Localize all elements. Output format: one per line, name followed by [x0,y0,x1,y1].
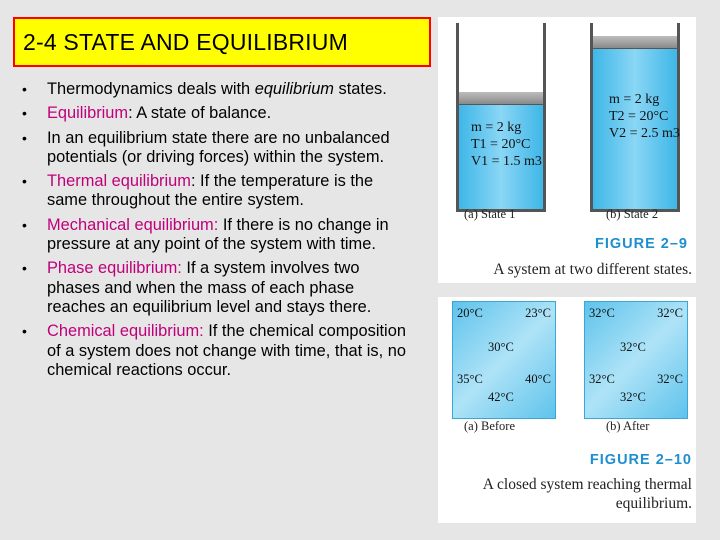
bullet-term: Equilibrium [47,104,129,123]
bullet-item [22,216,414,255]
state1-volume: V1 = 1.5 m3 [471,154,542,169]
bullet-text: If a system involves two phases and when the mass of each phase reaches an equilibrium level and stays there. [47,259,372,316]
state1-caption: (a) State 1 [464,207,516,221]
figure-2-10-caption-line: equilibrium. [615,495,692,512]
bullet-item [22,259,414,317]
block-after [584,301,688,419]
temp-after: 32°C [657,306,683,320]
slide-title: 2-4 STATE AND EQUILIBRIUM [23,28,348,55]
piston-state1 [459,92,543,105]
temp-before: 30°C [488,340,514,354]
before-caption: (a) Before [464,419,516,433]
state2-mass: m = 2 kg [609,92,660,107]
bullet-term: Chemical equilibrium: [47,322,204,341]
bullet-list [22,80,414,385]
state2-values [609,91,680,142]
figure-2-10-caption [483,475,692,513]
state1-mass: m = 2 kg [471,120,522,135]
bullet-text: If the chemical composition of a system does not change with time, that is, no chemical reactions occur. [47,322,406,379]
bullet-term: Thermal equilibrium [47,172,191,191]
state2-volume: V2 = 2.5 m3 [609,126,680,141]
cylinder-state1 [456,23,546,212]
temp-before: 40°C [525,372,551,386]
temp-after: 32°C [620,390,646,404]
bullet-term: Mechanical equilibrium: [47,215,219,234]
bullet-item [22,129,414,168]
bullet-text: If there is no change in pressure at any point of the system with time. [47,215,389,254]
piston-state2 [593,36,677,49]
bullet-emphasis: equilibrium [254,80,334,98]
figure-2-10-caption-line: A closed system reaching thermal [482,476,692,493]
figure-2-9-label: FIGURE 2–9 [595,236,688,252]
figure-2-10-label: FIGURE 2–10 [589,452,692,468]
temp-after: 32°C [657,372,683,386]
temp-before: 23°C [525,306,551,320]
state1-temp: T1 = 20°C [471,137,531,152]
bullet-text: : If the temperature is the same throughout the entire system. [47,172,374,210]
cylinder-state2 [590,23,680,212]
bullet-text: In an equilibrium state there are no unbalanced potentials (or driving forces) within the system. [47,128,390,166]
state2-caption: (b) State 2 [606,207,659,221]
figure-2-9 [438,17,696,283]
bullet-item [22,172,414,211]
state2-temp: T2 = 20°C [609,109,669,124]
after-caption: (b) After [606,419,650,433]
bullet-term: Phase equilibrium: [47,259,182,278]
temp-after: 32°C [620,340,646,354]
temp-before: 42°C [488,390,514,404]
temp-before: 20°C [457,306,483,320]
block-before [452,301,556,419]
bullet-item [22,322,414,380]
temp-before: 35°C [457,372,483,386]
state1-values [471,119,542,170]
bullet-text: states. [333,80,387,98]
bullet-text: Thermodynamics deals with [47,80,255,98]
figure-2-10 [438,297,696,523]
temp-after: 32°C [589,372,615,386]
bullet-text: : A state of balance. [128,104,272,123]
figure-2-9-caption: A system at two different states. [493,261,692,278]
bullet-item [22,80,414,99]
slide-title-box [13,17,431,67]
bullet-item [22,104,414,123]
temp-after: 32°C [589,306,615,320]
